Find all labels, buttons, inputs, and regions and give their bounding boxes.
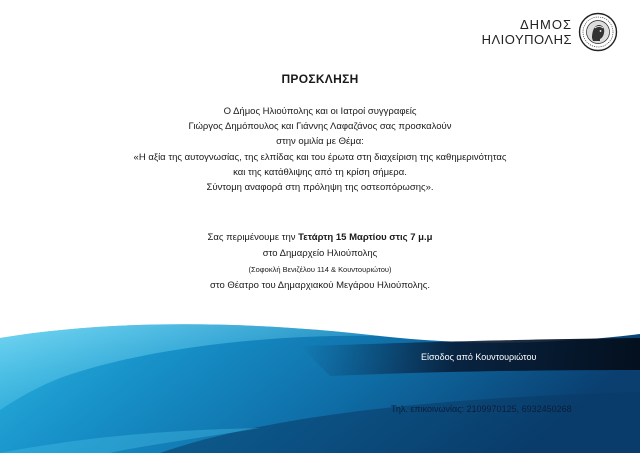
- event-date-line: [0, 230, 640, 246]
- logo-text: [482, 17, 572, 47]
- event-address: (Σοφοκλή Βενιζέλου 114 & Κουντουριώτου): [248, 265, 392, 274]
- invitation-title: ΠΡΟΣΚΛΗΣΗ: [281, 72, 359, 86]
- logo-line-1: ΔΗΜΟΣ: [519, 17, 572, 32]
- event-details: [0, 230, 640, 294]
- event-venue: στο Δημαρχείο Ηλιούπολης: [262, 248, 378, 259]
- body-line: στην ομιλία με Θέμα:: [276, 136, 364, 148]
- body-line: Ο Δήμος Ηλιούπολης και οι Ιατροί συγγραφείς: [223, 106, 417, 117]
- blue-footer-band: [0, 318, 640, 453]
- body-line: και της κατάθλιψης από τη κρίση σήμερα.: [233, 166, 407, 178]
- seal-icon: [578, 12, 618, 52]
- event-date-prefix: Σας περιμένουμε την: [207, 232, 299, 243]
- body-line: Σύντομη αναφορά στη πρόληψη της οστεοπόρωσης».: [206, 182, 434, 194]
- event-date: Τετάρτη 15 Μαρτίου στις 7 μ.μ: [298, 232, 433, 243]
- body-line: Γιώργος Δημόπουλος και Γιάννης Λαφαζάνος σας προσκαλούν: [188, 121, 452, 133]
- wave-background: [0, 318, 640, 453]
- municipality-logo: [482, 12, 618, 52]
- event-hall: στο Θέατρο του Δημαρχιακού Μεγάρου Ηλιούπολης.: [209, 280, 431, 291]
- body-line: «Η αξία της αυτογνωσίας, της ελπίδας και του έρωτα στη διαχείριση της καθημερινότητας: [133, 151, 507, 163]
- contact-phone: Τηλ. επικοινωνίας: 2109970125, 6932450268: [391, 404, 572, 414]
- entrance-note: Είσοδος από Κουντουριώτου: [421, 352, 537, 362]
- logo-line-2: ΗΛΙΟΥΠΟΛΗΣ: [481, 32, 572, 47]
- invitation-body: [0, 104, 640, 195]
